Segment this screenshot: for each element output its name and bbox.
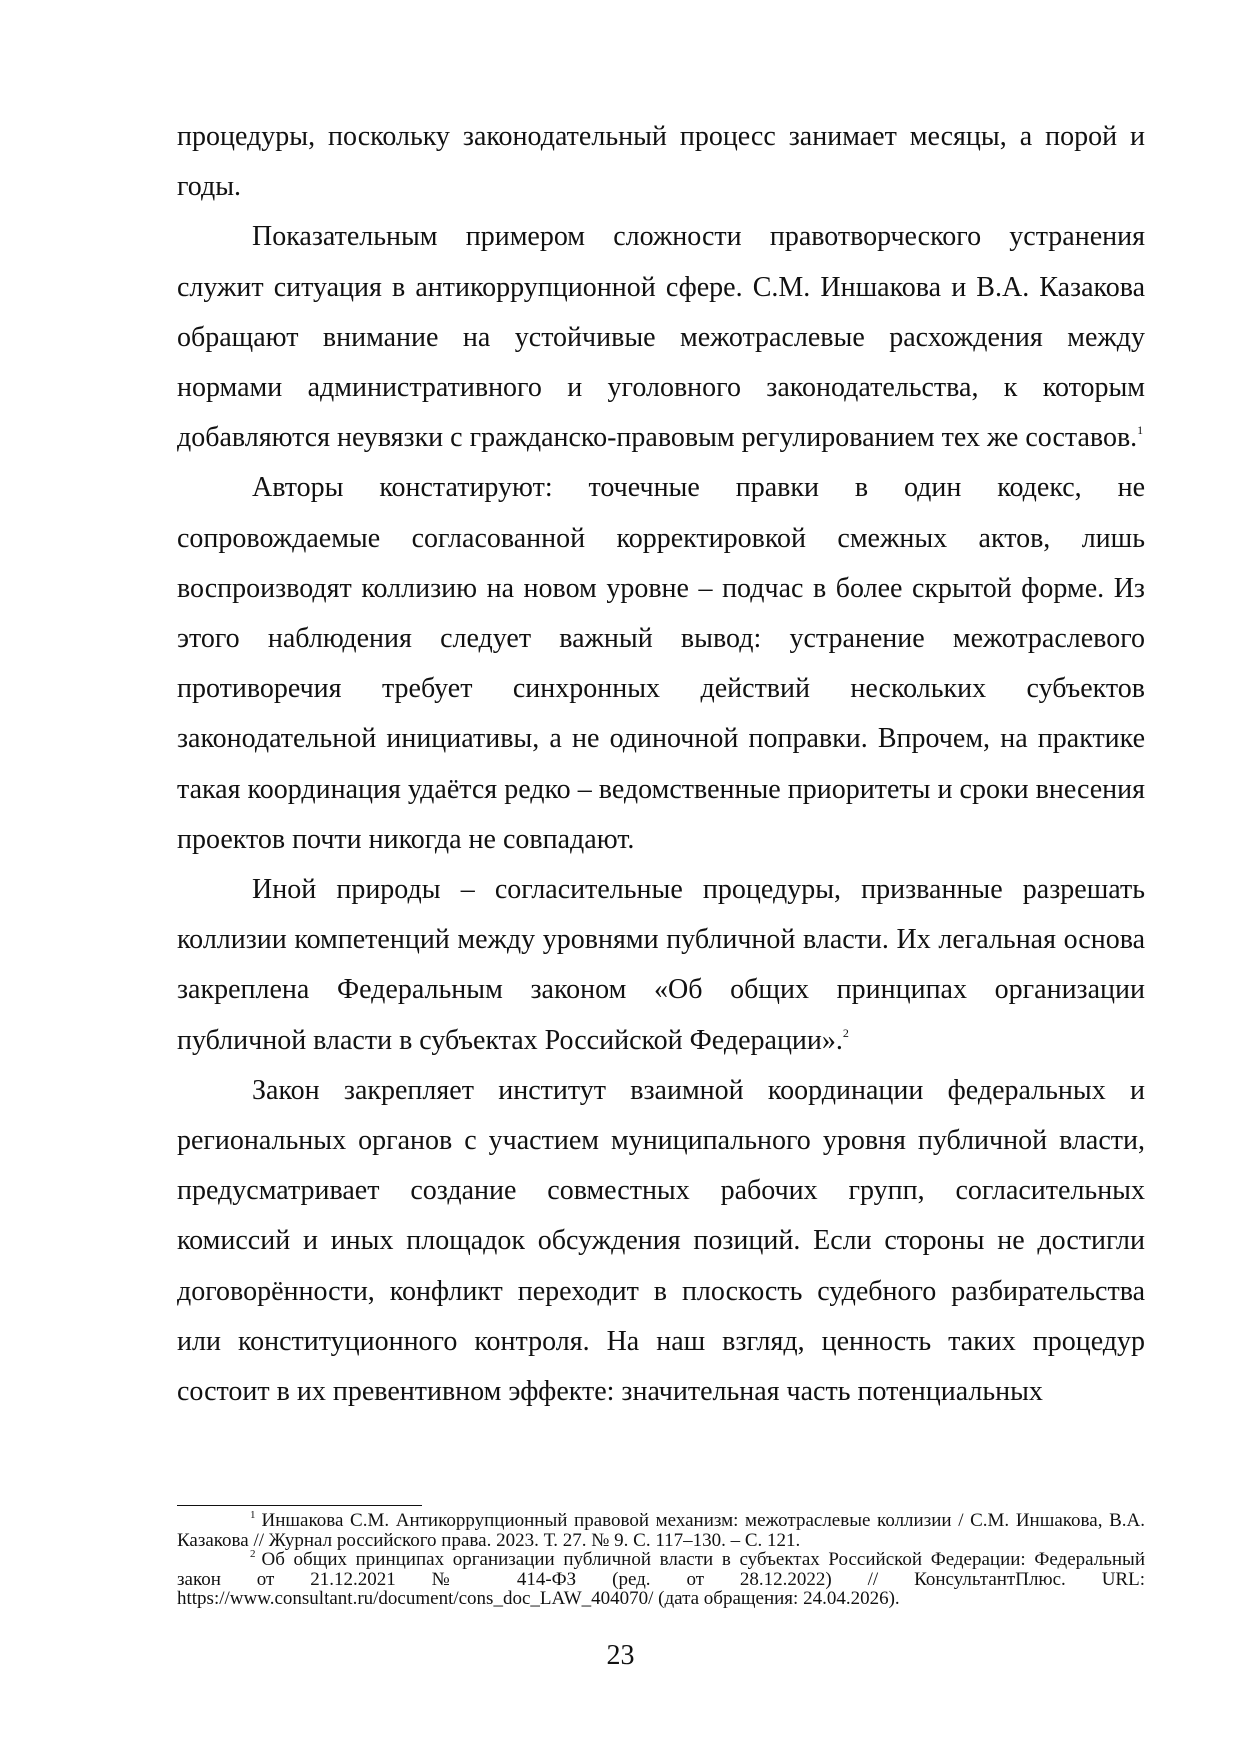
paragraph-5 [177,1066,1145,1417]
paragraph-text: Иной природы – согласительные процедуры, призванные разрешать коллизии компетенций между уровнями публичной власти. Их легальная основа закреплена Федеральным законом «Об общих принципах организации публичной власти в субъектах Российской Федерации». [177,874,1145,1056]
footnote-mark: 1 [250,1509,256,1521]
paragraph-text: Показательным примером сложности правотворческого устранения служит ситуация в антикоррупционной сфере. С.М. Иншакова и В.А. Казакова обращают внимание на устойчивые межотраслевые расхождения между нормами административного и уголовного законодательства, к которым добавляются неувязки с гражданско-правовым регулированием тех же составов. [177,221,1145,454]
paragraph-text: процедуры, поскольку законодательный процесс занимает месяцы, а порой и годы. [177,121,1145,203]
paragraph-2 [177,212,1145,463]
footnote-2 [177,1550,1145,1609]
paragraph-4 [177,865,1145,1066]
footnote-separator [177,1505,422,1506]
paragraph-1 [177,112,1145,212]
footnote-reference-1[interactable]: 1 [1137,423,1144,438]
paragraph-3 [177,463,1145,865]
footnote-reference-2[interactable]: 2 [842,1025,849,1040]
footnote-text: Об общих принципах организации публичной власти в субъектах Российской Федерации: Федеральный закон от 21.12.2021 № 414-ФЗ (ред. от 28.12.2022) // КонсультантПлюс. URL: https://www.consultant.ru/document/cons_doc_LAW_404070/ (дата обращения: 24.04.2026). [177,1549,1145,1610]
footnote-mark: 2 [250,1548,256,1561]
page-number: 23 [606,1640,635,1671]
footnote-text: Иншакова С.М. Антикоррупционный правовой механизм: межотраслевые коллизии / С.М. Иншакова, В.А. Казакова // Журнал российского права. 2023. Т. 27. № 9. С. 117–130. – С. 121. [177,1510,1145,1551]
paragraph-text: Закон закрепляет институт взаимной координации федеральных и региональных органов с участием муниципального уровня публичной власти, предусматривает создание совместных рабочих групп, согласительных комиссий и иных площадок обсуждения позиций. Если стороны не достигли договорённости, конфликт переходит в плоскость судебного разбирательства или конституционного контроля. На наш взгляд, ценность таких процедур состоит в их превентивном эффекте: значительная часть потенциальных [177,1074,1145,1408]
footnote-1 [177,1511,1145,1550]
paragraph-text: Авторы констатируют: точечные правки в один кодекс, не сопровождаемые согласованной корректировкой смежных актов, лишь воспроизводят коллизию на новом уровне – подчас в более скрытой форме. Из этого наблюдения следует важный вывод: устранение межотраслевого противоречия требует синхронных действий нескольких субъектов законодательной инициативы, а не одиночной поправки. Впрочем, на практике такая координация удаётся редко – ведомственные приоритеты и сроки внесения проектов почти никогда не совпадают. [177,472,1145,855]
footnotes [177,1511,1145,1609]
body-text [177,112,1145,1417]
